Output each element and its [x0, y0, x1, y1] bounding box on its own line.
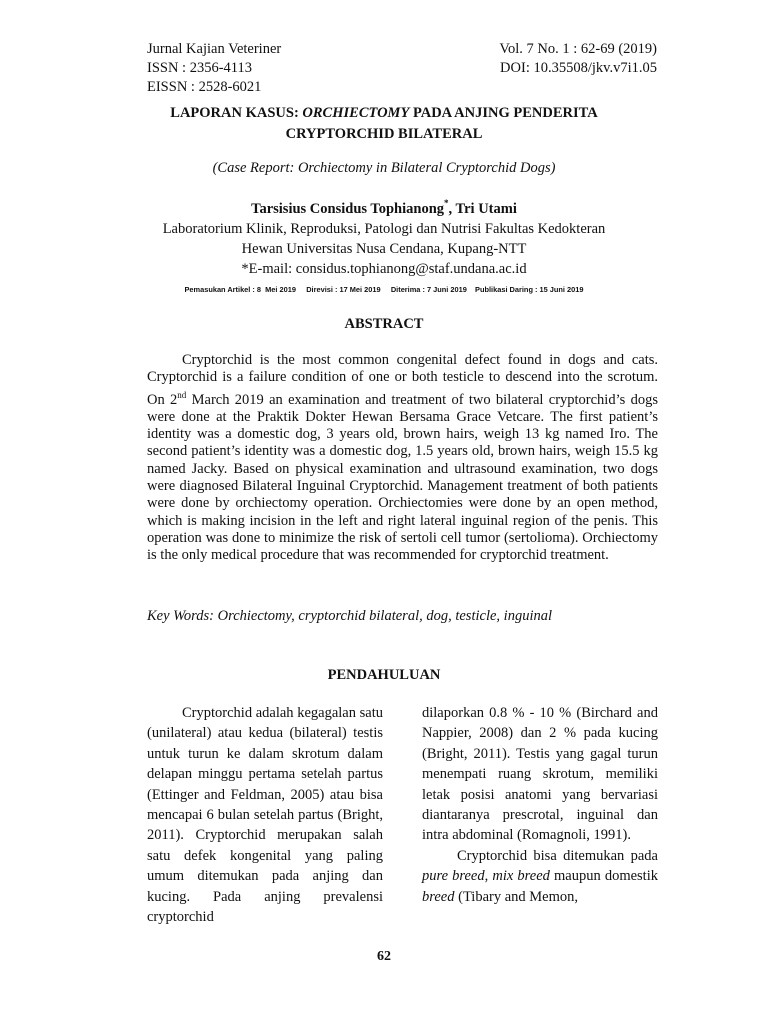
article-dates: Pemasukan Artikel : 8 Mei 2019 Direvisi : 17 Mei 2019 Diterima : 7 Juni 2019 Publikasi Daring : 15 Juni 2019 [184, 285, 584, 294]
author-list [100, 198, 668, 218]
text-run-italic: pure breed [422, 868, 485, 885]
affiliation-line-2: Hewan Universitas Nusa Cendana, Kupang-NTT [241, 241, 527, 257]
doi: DOI: 10.35508/jkv.v7i1.05 [500, 60, 657, 76]
contact-email: *E-mail: considus.tophianong@staf.undana.ac.id [241, 261, 527, 277]
title-italic: ORCHIECTOMY [302, 105, 410, 121]
affiliation-line-1: Laboratorium Klinik, Reproduksi, Patologi dan Nutrisi Fakultas Kedokteran [162, 221, 606, 237]
eissn: EISSN : 2528-6021 [147, 79, 262, 95]
ordinal-sup: nd [177, 389, 187, 400]
author-rest: , Tri Utami [448, 201, 517, 217]
title-prefix: LAPORAN KASUS: [170, 105, 303, 121]
article-title [100, 103, 668, 145]
text-run: (Tibary and Memon, [454, 888, 578, 905]
issn: ISSN : 2356-4113 [147, 60, 252, 76]
section-heading: PENDAHULUAN [327, 667, 441, 683]
text-run: Cryptorchid bisa ditemukan pada [457, 847, 658, 864]
text-run-italic: breed [422, 888, 455, 905]
title-suffix: PADA ANJING PENDERITA [409, 105, 598, 121]
keywords: Key Words: Orchiectomy, cryptorchid bilateral, dog, testicle, inguinal [147, 608, 552, 624]
abstract-heading: ABSTRACT [344, 316, 424, 332]
page-number: 62 [377, 949, 391, 964]
article-subtitle: (Case Report: Orchiectomy in Bilateral Cryptorchid Dogs) [212, 160, 556, 176]
abstract-text-1: Cryptorchid is the most common congenital defect found in dogs and cats. Cryptorchid is a failure condition of one or both testicle to descend into the scrotum. On 2 [147, 352, 658, 408]
journal-header [147, 40, 657, 97]
text-run: , [484, 868, 493, 885]
body-column-left [147, 703, 383, 927]
paragraph [422, 846, 658, 907]
volume-info: Vol. 7 No. 1 : 62-69 (2019) [499, 41, 657, 57]
paragraph: dilaporkan 0.8 % - 10 % (Birchard and Nappier, 2008) dan 2 % pada kucing (Bright, 2011). Testis yang gagal turun menempati ruang skrotum, memiliki letak posisi anatomi yang bervariasi diantaranya prescrotal, inguinal dan intra abdominal (Romagnoli, 1991). [422, 705, 658, 844]
journal-name: Jurnal Kajian Veteriner [147, 41, 282, 57]
author-first: Tarsisius Considus Tophianong [251, 201, 445, 217]
abstract-text-2: March 2019 an examination and treatment of two bilateral cryptorchid’s dogs were done at the Praktik Dokter Hewan Bersama Grace Vetcare. The first patient’s identity was a domestic dog, 3 years old, brown hairs, weigh 13 kg named Iro. The second patient’s identity was a domestic dog, 1.5 years old, brown hairs, weigh 15.5 kg named Jacky. Based on physical examination and ultrasound examination, two dogs were diagnosed Bilateral Inguinal Cryptorchid. Management treatment of both patients were done by orchiectomy operation. Orchiectomies were done by an open method, which is making incision in the left and right lateral inguinal region of the penis. This operation was done to minimize the risk of sertoli cell tumor (sertolioma). Orchiectomy is the only medical procedure that was recommended for cryptorchid treatment. [147, 391, 658, 564]
abstract-body [147, 352, 658, 565]
text-run-italic: mix breed [492, 868, 550, 885]
title-line-2: CRYPTORCHID BILATERAL [285, 126, 483, 142]
text-run: maupun domestik [549, 868, 658, 885]
corresponding-marker: * [444, 198, 449, 208]
paragraph: Cryptorchid adalah kegagalan satu (unilateral) atau kedua (bilateral) testis untuk turun ke dalam skrotum dalam delapan minggu pertama setelah partus (Ettinger and Feldman, 2005) atau bisa mencapai 6 bulan setelah partus (Bright, 2011). Cryptorchid merupakan salah satu defek kongenital yang paling umum ditemukan pada anjing dan kucing. Pada anjing prevalensi cryptorchid [147, 705, 383, 926]
affiliation [100, 219, 668, 279]
body-column-right [422, 703, 658, 907]
